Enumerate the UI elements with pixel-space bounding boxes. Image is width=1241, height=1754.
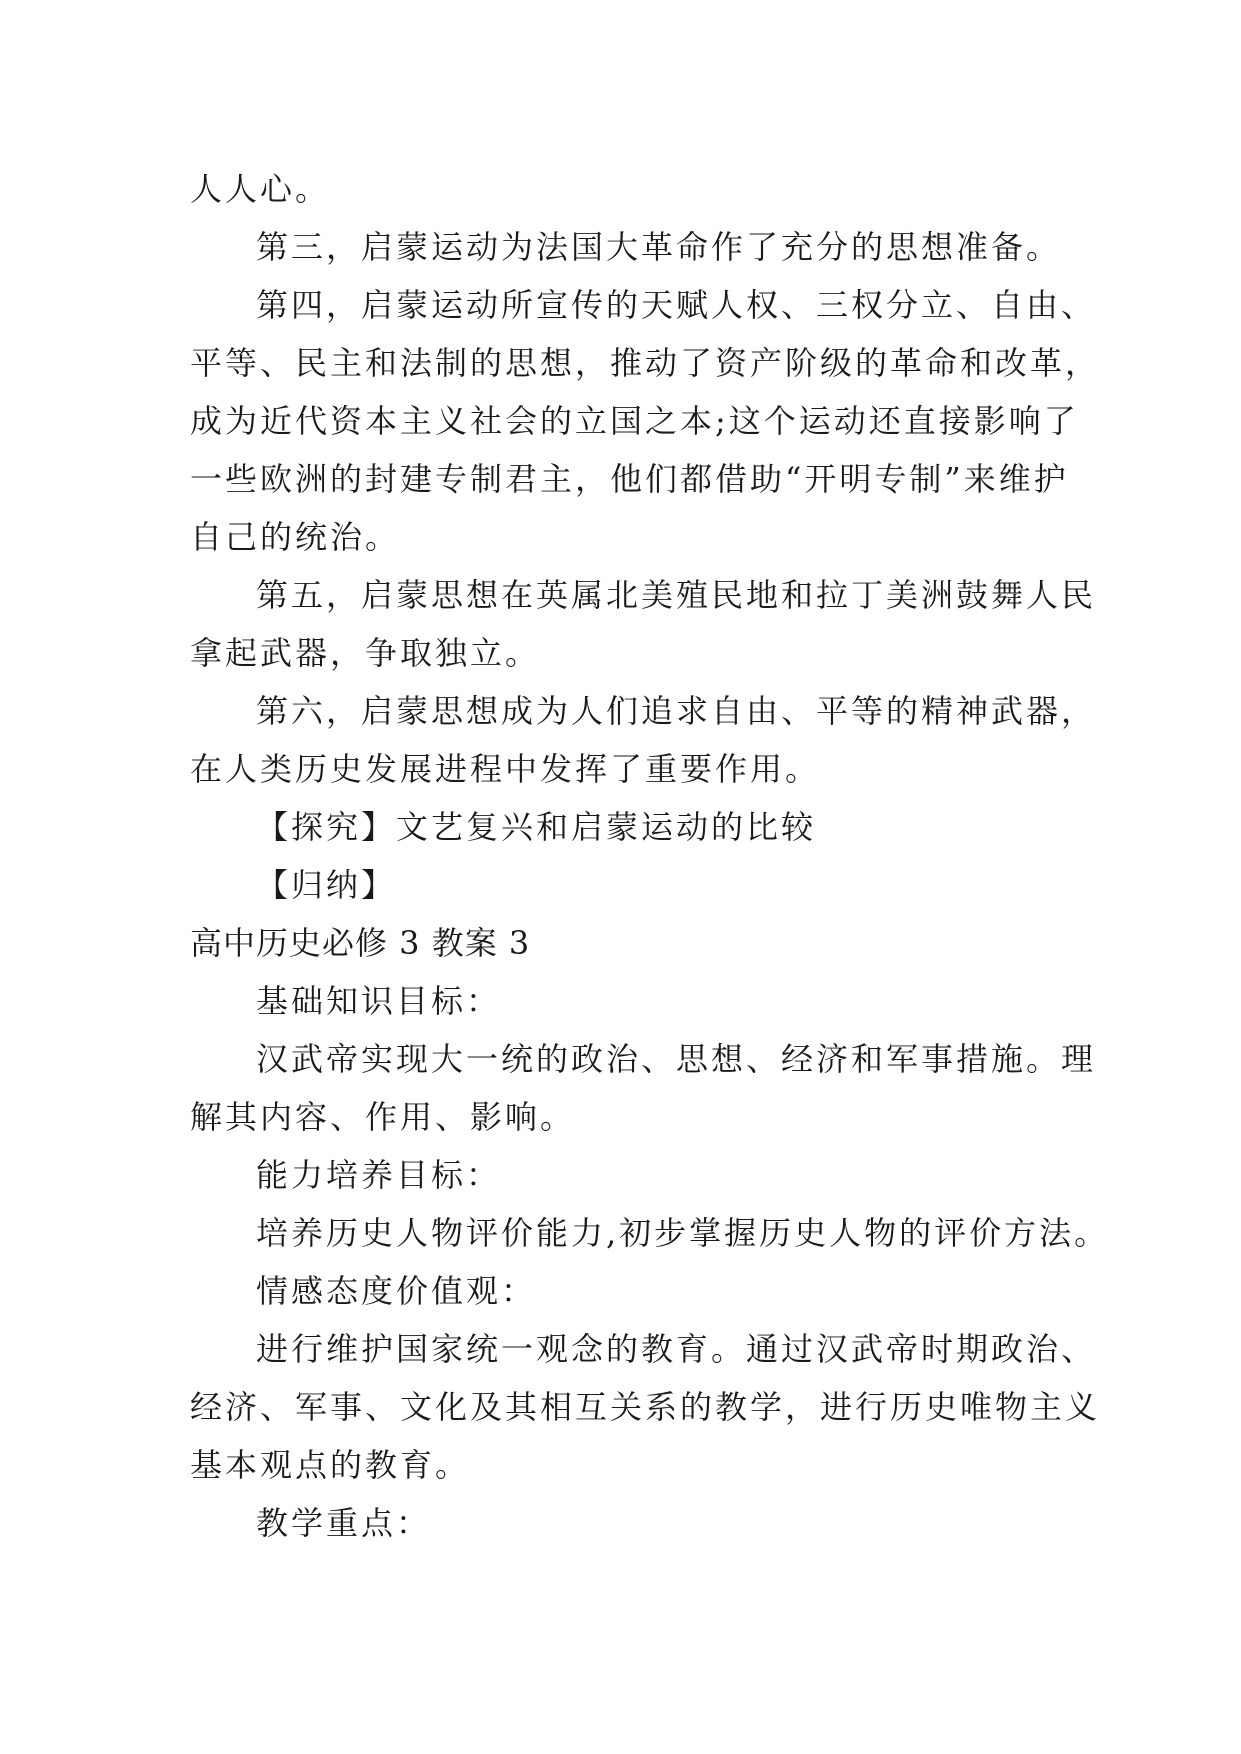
text-line: 自己的统治。	[190, 518, 401, 556]
document-title: 高中历史必修 3 教案 3	[190, 924, 531, 962]
text-line: 基本观点的教育。	[190, 1446, 471, 1484]
text-line: 解其内容、作用、影响。	[190, 1098, 576, 1136]
text-line: 基础知识目标：	[256, 982, 502, 1020]
text-line: 第三，启蒙运动为法国大革命作了充分的思想准备。	[256, 228, 1062, 266]
text-line: 第五，启蒙思想在英属北美殖民地和拉丁美洲鼓舞人民	[256, 576, 1097, 614]
text-line: 经济、军事、文化及其相互关系的教学，进行历史唯物主义	[190, 1388, 1101, 1426]
text-line: 第四，启蒙运动所宣传的天赋人权、三权分立、自由、	[256, 286, 1097, 324]
text-line: 第六，启蒙思想成为人们追求自由、平等的精神武器，	[256, 692, 1097, 730]
text-line: 在人类历史发展进程中发挥了重要作用。	[190, 750, 821, 788]
text-line: 能力培养目标：	[256, 1156, 502, 1194]
text-line: 进行维护国家统一观念的教育。通过汉武帝时期政治、	[256, 1330, 1097, 1368]
text-line: 汉武帝实现大一统的政治、思想、经济和军事措施。理	[256, 1040, 1097, 1078]
text-line: 情感态度价值观：	[256, 1272, 537, 1310]
text-line: 人人心。	[190, 170, 331, 208]
text-line: 一些欧洲的封建专制君主，他们都借助“开明专制”来维护	[190, 460, 1069, 498]
text-line: 成为近代资本主义社会的立国之本;这个运动还直接影响了	[190, 402, 1079, 440]
text-line: 拿起武器，争取独立。	[190, 634, 541, 672]
section-heading: 【探究】文艺复兴和启蒙运动的比较	[256, 808, 817, 846]
section-heading: 【归纳】	[256, 866, 397, 904]
text-line: 平等、民主和法制的思想，推动了资产阶级的革命和改革，	[190, 344, 1101, 382]
text-line: 教学重点：	[256, 1504, 432, 1542]
text-line: 培养历史人物评价能力,初步掌握历史人物的评价方法。	[256, 1214, 1110, 1252]
